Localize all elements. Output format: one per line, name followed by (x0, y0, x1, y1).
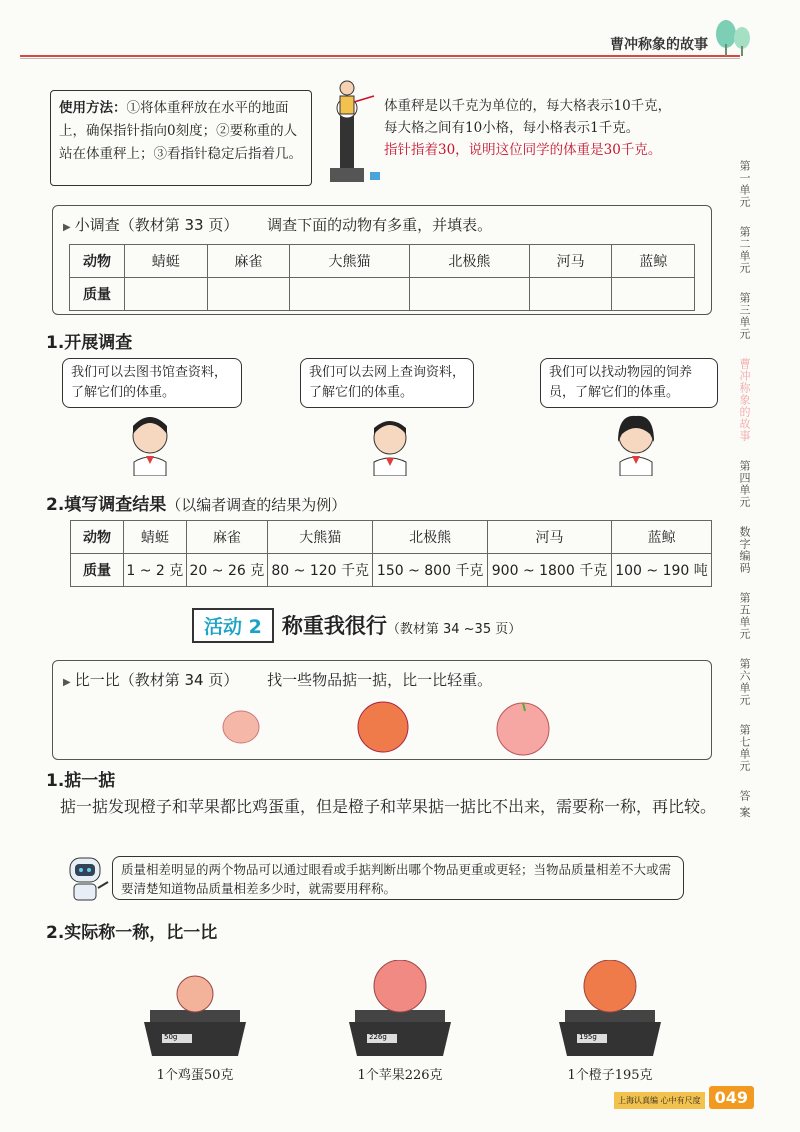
table-cell: 蜻蜓 (124, 521, 187, 554)
side-nav-item-active[interactable]: 曹冲称象的故事 (738, 358, 751, 442)
scale-caption: 1个橙子195克 (567, 1068, 653, 1083)
triangle-icon: ▶ (63, 677, 71, 688)
page-number: 049 (709, 1086, 754, 1109)
scale-reading: 195g (579, 1033, 597, 1041)
scale-desc-conclusion: 指针指着30，说明这位同学的体重是30千克。 (384, 142, 662, 158)
usage-text: ①将体重秤放在水平的地面上，确保指针指向0刻度；②要称重的人站在体重秤上；③看指针稳定后指着几。 (59, 100, 302, 162)
egg-icon (223, 711, 259, 743)
result-table (70, 520, 712, 587)
scale-icon (345, 960, 455, 1060)
row-label: 质量 (70, 278, 125, 311)
kitchen-scale (555, 960, 665, 1090)
robot-icon (64, 854, 110, 902)
side-nav-item[interactable]: 第三单元 (738, 292, 751, 340)
section-title: 1.掂一掂 (46, 771, 116, 791)
table-cell: 蜻蜓 (125, 245, 208, 278)
section-title: 1.开展调查 (46, 333, 133, 353)
side-nav-item[interactable]: 第六单元 (738, 658, 751, 706)
scale-icon (140, 960, 250, 1060)
empty-cell[interactable] (409, 278, 529, 311)
row-label: 动物 (70, 245, 125, 278)
table-cell: 河马 (529, 245, 612, 278)
scale-description (384, 95, 704, 161)
compare-box (52, 660, 712, 760)
activity-banner (192, 608, 521, 643)
table-cell: 80 ~ 120 千克 (268, 554, 373, 587)
scale-reading: 50g (164, 1033, 178, 1041)
scales-group (0, 960, 800, 1090)
side-nav-item[interactable]: 第七单元 (738, 724, 751, 772)
scale-desc-line: 每大格之间有10小格，每小格表示1千克。 (384, 120, 640, 136)
row-label: 质量 (71, 554, 124, 587)
kitchen-scale (345, 960, 455, 1090)
section-subtitle: （以编者调查的结果为例） (166, 496, 347, 514)
side-nav-item[interactable]: 第一单元 (738, 160, 751, 208)
empty-cell[interactable] (612, 278, 695, 311)
table-cell: 北极熊 (409, 245, 529, 278)
page-number-badge (614, 1086, 754, 1109)
paragraph: 掂一掂发现橙子和苹果都比鸡蛋重，但是橙子和苹果掂一掂比不出来，需要称一称，再比较。 (60, 797, 717, 816)
section-title: 2.填写调查结果 (46, 495, 167, 515)
table-cell: 蓝鲸 (612, 245, 695, 278)
apple-icon (497, 703, 549, 755)
side-nav-item[interactable]: 答 案 (738, 790, 751, 819)
compare-heading: 比一比（教材第 34 页） (74, 671, 239, 689)
usage-label: 使用方法： (59, 100, 127, 116)
usage-box (50, 90, 312, 186)
scale-icon (555, 960, 665, 1060)
speech-bubble: 我们可以去图书馆查资料，了解它们的体重。 (62, 358, 242, 408)
side-nav (733, 160, 759, 837)
page-badge-text: 上海认真编 心中有尺度 (614, 1092, 705, 1109)
tree-icon (712, 18, 756, 58)
fruit-on-scale (177, 976, 213, 1012)
fruit-row (213, 699, 553, 757)
table-cell: 麻雀 (186, 521, 267, 554)
fruit-on-scale (374, 960, 426, 1012)
empty-cell[interactable] (125, 278, 208, 311)
girl-avatar (606, 412, 666, 476)
compare-heading-row (63, 669, 492, 690)
section2-title-row (46, 490, 346, 515)
side-nav-item[interactable]: 第五单元 (738, 592, 751, 640)
table-row (70, 278, 695, 311)
table-row (71, 521, 712, 554)
survey-table (69, 244, 695, 311)
table-cell: 100 ~ 190 吨 (611, 554, 711, 587)
compare-instruction: 找一些物品掂一掂，比一比轻重。 (267, 671, 493, 689)
scale-desc-line: 体重秤是以千克为单位的，每大格表示10千克， (384, 98, 672, 114)
speech-bubble: 我们可以去网上查询资料，了解它们的体重。 (300, 358, 474, 408)
header-rule (20, 55, 740, 57)
triangle-icon: ▶ (63, 222, 71, 233)
tip-note: 质量相差明显的两个物品可以通过眼看或手掂判断出哪个物品更重或更轻；当物品质量相差不大或需要清楚知道物品质量相差多少时，就需要用秤称。 (112, 856, 684, 900)
orange-icon (358, 702, 408, 752)
girl-avatar (120, 412, 180, 476)
side-nav-item[interactable]: 第四单元 (738, 460, 751, 508)
speech-bubble: 我们可以找动物园的饲养员，了解它们的体重。 (540, 358, 718, 408)
table-cell: 蓝鲸 (611, 521, 711, 554)
table-cell: 大熊猫 (290, 245, 410, 278)
fruit-on-scale (584, 960, 636, 1012)
survey-heading-row (63, 214, 492, 235)
kitchen-scale (140, 960, 250, 1090)
table-cell: 麻雀 (207, 245, 290, 278)
empty-cell[interactable] (207, 278, 290, 311)
table-cell: 1 ~ 2 克 (124, 554, 187, 587)
table-cell: 900 ~ 1800 千克 (488, 554, 612, 587)
survey-heading: 小调查（教材第 33 页） (74, 216, 239, 234)
table-cell: 大熊猫 (268, 521, 373, 554)
activity-title: 称重我很行 (281, 614, 387, 638)
table-row (71, 554, 712, 587)
side-nav-item[interactable]: 数字编码 (738, 526, 751, 574)
table-cell: 20 ~ 26 克 (186, 554, 267, 587)
row-label: 动物 (71, 521, 124, 554)
activity-ref: （教材第 34 ~35 页） (386, 622, 522, 637)
scale-reading: 226g (369, 1033, 387, 1041)
empty-cell[interactable] (529, 278, 612, 311)
empty-cell[interactable] (290, 278, 410, 311)
table-cell: 北极熊 (373, 521, 488, 554)
side-nav-item[interactable]: 第二单元 (738, 226, 751, 274)
table-cell: 河马 (488, 521, 612, 554)
activity-label: 活动 2 (192, 608, 274, 643)
boy-avatar (360, 414, 420, 476)
table-cell: 150 ~ 800 千克 (373, 554, 488, 587)
survey-instruction: 调查下面的动物有多重，并填表。 (267, 216, 493, 234)
section-title: 2.实际称一称，比一比 (46, 923, 218, 943)
scale-caption: 1个鸡蛋50克 (156, 1068, 234, 1083)
scale-caption: 1个苹果226克 (357, 1068, 443, 1083)
survey-box (52, 205, 712, 315)
chapter-title: 曹冲称象的故事 (610, 37, 708, 53)
header-rule-thin (20, 58, 740, 59)
person-on-scale-illustration (318, 78, 388, 188)
table-row (70, 245, 695, 278)
